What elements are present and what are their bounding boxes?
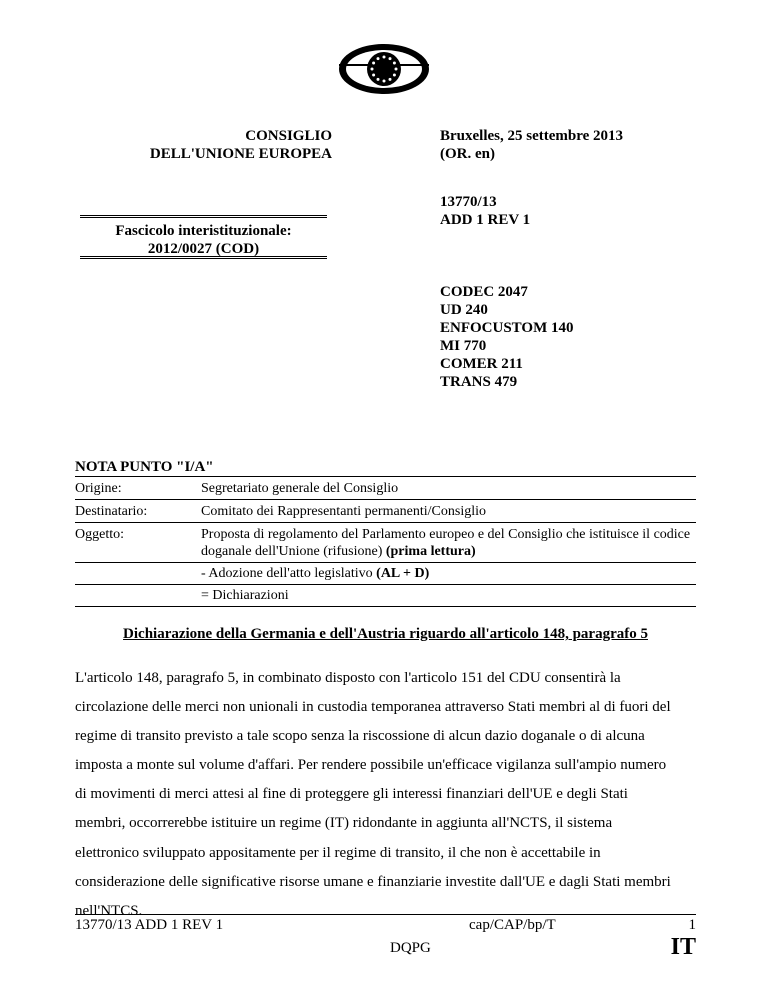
body-line: di movimenti di merci attesi al fine di proteggere gli interessi finanziari dell'UE e degli Stati: [75, 786, 628, 803]
adoption-code: (AL + D): [376, 566, 430, 581]
dossier-bottom-rule: [80, 256, 327, 259]
declaration-title: Dichiarazione della Germania e dell'Austria riguardo all'articolo 148, paragrafo 5: [123, 626, 648, 642]
dossier-number: 2012/0027 (COD): [147, 241, 260, 257]
code-item: COMER 211: [440, 356, 523, 372]
subject-label: Oggetto:: [75, 527, 124, 542]
classification-codes: [440, 283, 700, 391]
date-block: [440, 127, 700, 163]
footer-unit: DQPG: [390, 940, 431, 956]
council-line2: DELL'UNIONE EUROPEA: [149, 146, 332, 162]
dossier-top-rule: [80, 215, 327, 218]
council-name: [80, 127, 332, 163]
subject-reading: (prima lettura): [385, 544, 476, 559]
origin-row: [75, 476, 696, 499]
body-line: circolazione delle merci non unionali in custodia temporanea attraverso Stati membri al di fuori del: [75, 699, 671, 716]
dossier-block: [80, 222, 327, 258]
body-line: membri, occorrerebbe istituire un regime (IT) ridondante in aggiunta all'NCTS, il sistema: [75, 815, 613, 832]
original-language: (OR. en): [440, 146, 495, 162]
body-line: L'articolo 148, paragrafo 5, in combinato disposto con l'articolo 151 del CDU consentirà la: [75, 670, 621, 686]
language-code: IT: [670, 934, 696, 960]
body-line: regime di transito previsto a tale scopo senza la riscossione di alcun dazio doganale o di alcuna: [75, 728, 645, 745]
footer-doc-ref: 13770/13 ADD 1 REV 1: [75, 917, 224, 933]
footer-rule: [75, 914, 696, 915]
origin-label: Origine:: [75, 481, 122, 496]
subject-row: [75, 522, 696, 562]
body-line: imposta a monte sul volume d'affari. Per rendere possibile un'efficace vigilanza sull'ampio numero: [75, 757, 667, 774]
place-date: Bruxelles, 25 settembre 2013: [440, 128, 624, 144]
council-line1: CONSIGLIO: [245, 128, 332, 144]
metadata-table: [75, 476, 696, 607]
code-item: MI 770: [440, 338, 487, 354]
body-line: nell'NTCS.: [75, 902, 143, 919]
code-item: UD 240: [440, 302, 488, 318]
nota-title: NOTA PUNTO "I/A": [75, 459, 214, 475]
council-logo: [336, 42, 432, 96]
doc-revision: ADD 1 REV 1: [440, 212, 531, 228]
subject-value: [201, 526, 696, 560]
destination-row: [75, 499, 696, 522]
subject-text: Proposta di regolamento del Parlamento europeo e del Consiglio che istituisce il codice doganale dell'Unione (rifusione): [201, 527, 691, 559]
doc-number: 13770/13: [440, 194, 497, 210]
body-line: considerazione delle significative risorse umane e finanziarie investite dall'UE e dagli Stati membri: [75, 873, 671, 890]
body-line: elettronico sviluppato appositamente per il regime di transito, il che non è accettabile in: [75, 844, 601, 861]
origin-value: Segretariato generale del Consiglio: [201, 481, 399, 496]
code-item: ENFOCUSTOM 140: [440, 320, 574, 336]
code-item: TRANS 479: [440, 374, 518, 390]
document-reference: [440, 193, 700, 229]
destination-label: Destinatario:: [75, 504, 148, 519]
declarations-line: = Dichiarazioni: [75, 584, 696, 607]
declaration-body: [75, 664, 696, 926]
code-item: CODEC 2047: [440, 284, 528, 300]
dossier-label: Fascicolo interistituzionale:: [115, 223, 292, 239]
footer-author-code: cap/CAP/bp/T: [469, 917, 556, 933]
destination-value: Comitato dei Rappresentanti permanenti/Consiglio: [201, 504, 487, 519]
adoption-line: [75, 562, 696, 584]
adoption-text: - Adozione dell'atto legislativo: [201, 566, 373, 581]
page-number: 1: [688, 917, 696, 933]
